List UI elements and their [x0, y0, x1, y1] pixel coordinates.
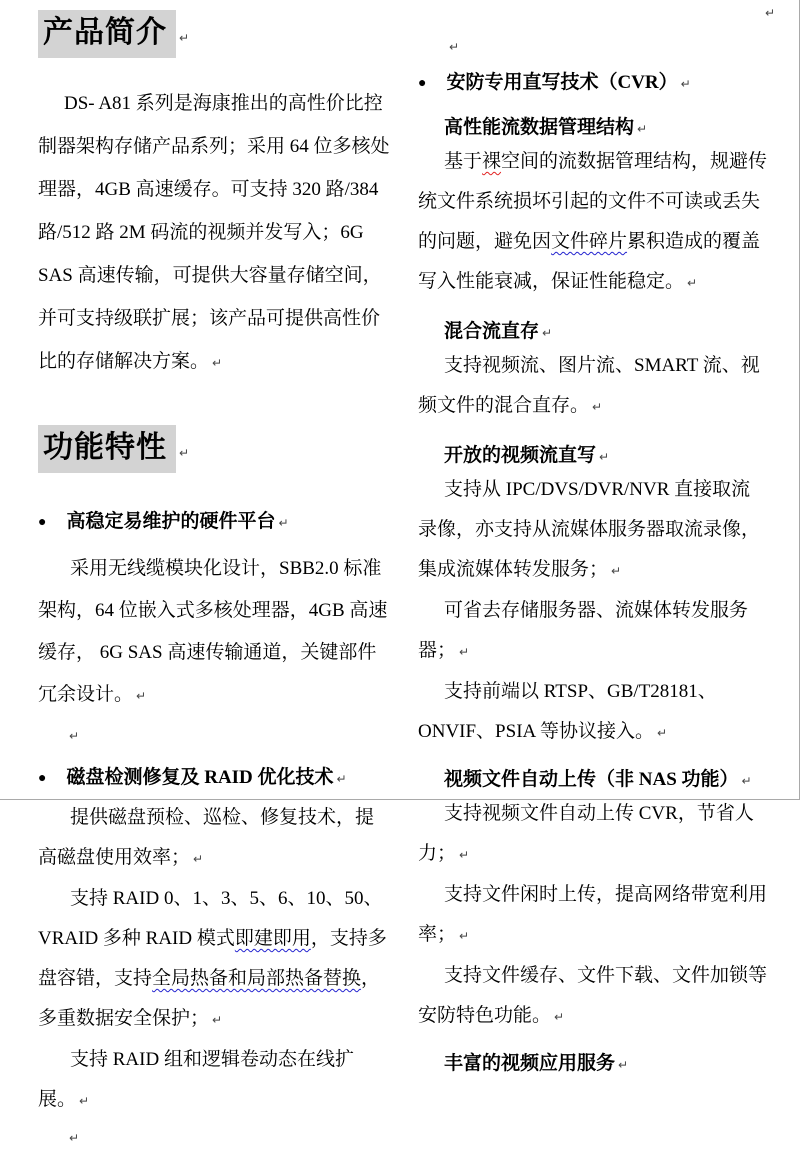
paragraph-mark: ↵: [459, 929, 470, 943]
empty-paragraph: [38, 1125, 390, 1151]
section-heading-features: 功能特性: [38, 425, 176, 473]
subheading-text: 混合流直存: [444, 321, 540, 342]
paragraph-mark: ↵: [599, 450, 610, 464]
paragraph-mark: ↵: [212, 1013, 223, 1027]
left-column: [38, 0, 390, 1151]
paragraph-mark: ↵: [554, 1010, 565, 1024]
paragraph-mark: ↵: [136, 689, 147, 703]
subheading-mixed-stream: [444, 319, 768, 346]
paragraph-mark: ↵: [618, 1058, 629, 1072]
paragraph-mark: ↵: [79, 1094, 90, 1108]
heading-row-features: [38, 425, 390, 473]
auto-upload-paragraph-1: [418, 794, 768, 875]
bullet-marker: ●: [38, 771, 47, 786]
open-stream-paragraph-2-text: 可省去存储服务器、流媒体转发服务器；: [418, 600, 749, 661]
paragraph-mark: ↵: [741, 774, 752, 788]
feature-hardware-paragraph: [38, 548, 390, 717]
open-stream-paragraph-1-text: 支持从 IPC/DVS/DVR/NVR 直接取流录像，亦支持从流媒体服务器取流录像，集成流媒体转发服务；: [418, 479, 761, 580]
paragraph-mark: ↵: [656, 726, 668, 740]
paragraph-mark: ↵: [212, 356, 223, 370]
paragraph-mark: ↵: [193, 852, 204, 866]
paragraph-mark: ↵: [680, 77, 691, 91]
bullet-marker: ●: [38, 515, 47, 530]
right-column: [418, 0, 768, 1078]
paragraph-mark: ↵: [179, 446, 190, 460]
cvr-paragraph-1: [418, 142, 768, 303]
feature-title-text: 安防专用直写技术（CVR）: [446, 72, 678, 93]
feature-title-text: 磁盘检测修复及 RAID 优化技术: [66, 767, 334, 788]
paragraph-mark: ↵: [449, 40, 460, 54]
paragraph-mark: ↵: [542, 326, 553, 340]
mixed-stream-paragraph: [418, 346, 768, 427]
paragraph-mark: ↵: [765, 6, 776, 20]
feature-hardware-text: 采用无线缆模块化设计，SBB2.0 标准架构，64 位嵌入式多核处理器，4GB 高速缓存， 6G SAS 高速传输通道，关键部件冗余设计。: [38, 558, 388, 705]
raid-paragraph-3-text: 支持 RAID 组和逻辑卷动态在线扩展。: [38, 1049, 354, 1110]
auto-upload-paragraph-3: [418, 956, 768, 1037]
subheading-stream-data-structure: [444, 115, 768, 142]
product-intro-text: DS- A81 系列是海康推出的高性价比控制器架构存储产品系列；采用 64 位多核处理器，4GB 高速缓存。可支持 320 路/384 路/512 路 2M 码流的视频并发写入；6G SAS 高速传输，可提供大容量存储空间，并可支持级联扩展；该产品可提供高性价比的存储解决方案。: [38, 93, 390, 372]
open-stream-paragraph-3: [418, 672, 768, 753]
subheading-text: 高性能流数据管理结构: [444, 117, 635, 138]
cvr-paragraph-1-text: 基于裸空间的流数据管理结构，规避传统文件系统损坏引起的文件不可读或丢失的问题，避免因文件碎片累积造成的覆盖写入性能衰减，保证性能稳定。: [418, 151, 768, 292]
paragraph-mark: ↵: [278, 516, 289, 530]
bullet-marker: ●: [418, 76, 427, 91]
subheading-text: 视频文件自动上传（非 NAS 功能）: [444, 769, 739, 790]
spellcheck-squiggle-blue: 全局热备和局部热备替换: [152, 968, 362, 989]
subheading-open-video-stream: [444, 443, 768, 470]
feature-title-hardware-platform: [38, 509, 390, 536]
paragraph-mark: ↵: [611, 564, 622, 578]
paragraph-mark: ↵: [459, 645, 470, 659]
heading-row-product-intro: [38, 10, 390, 58]
raid-paragraph-2-text: 支持 RAID 0、1、3、5、6、10、50、VRAID 多种 RAID 模式即建即用，支持多盘容错，支持全局热备和局部热备替换，多重数据安全保护；: [38, 888, 387, 1029]
feature-title-raid: [38, 765, 390, 792]
open-stream-paragraph-3-text: 支持前端以 RTSP、GB/T28181、ONVIF、PSIA 等协议接入。: [418, 681, 717, 742]
paragraph-mark: ↵: [592, 400, 603, 414]
raid-paragraph-2: [38, 879, 390, 1040]
raid-paragraph-3: [38, 1040, 390, 1121]
empty-paragraph: [418, 34, 768, 60]
raid-paragraph-1: [38, 798, 390, 879]
paragraph-mark: ↵: [459, 848, 470, 862]
section-heading-product-intro: 产品简介: [38, 10, 176, 58]
mixed-stream-text: 支持视频流、图片流、SMART 流、视频文件的混合直存。: [418, 355, 760, 416]
paragraph-mark: ↵: [687, 276, 698, 290]
subheading-auto-upload: [444, 767, 768, 794]
spellcheck-squiggle-red: 裸: [482, 151, 502, 172]
subheading-video-app-services: [444, 1051, 768, 1078]
paragraph-mark: ↵: [336, 772, 347, 786]
feature-title-text: 高稳定易维护的硬件平台: [66, 511, 276, 532]
auto-upload-paragraph-1-text: 支持视频文件自动上传 CVR，节省人力；: [418, 803, 754, 864]
subheading-text: 开放的视频流直写: [444, 445, 597, 466]
spellcheck-squiggle-blue: 即建即用: [234, 928, 311, 949]
paragraph-mark: ↵: [69, 1131, 80, 1145]
feature-title-cvr: [418, 70, 768, 97]
paragraph-mark: ↵: [179, 31, 190, 45]
spellcheck-squiggle-blue: 文件碎片: [551, 231, 628, 252]
raid-paragraph-1-text: 提供磁盘预检、巡检、修复技术，提高磁盘使用效率；: [38, 807, 375, 868]
auto-upload-paragraph-3-text: 支持文件缓存、文件下载、文件加锁等安防特色功能。: [418, 965, 768, 1026]
subheading-text: 丰富的视频应用服务: [444, 1053, 616, 1074]
paragraph-mark: ↵: [637, 122, 648, 136]
auto-upload-paragraph-2: [418, 875, 768, 956]
empty-paragraph: [38, 723, 390, 749]
auto-upload-paragraph-2-text: 支持文件闲时上传，提高网络带宽利用率；: [418, 884, 768, 945]
paragraph-mark: ↵: [69, 729, 80, 743]
open-stream-paragraph-1: [418, 470, 768, 591]
open-stream-paragraph-2: [418, 591, 768, 672]
product-intro-paragraph: [38, 82, 390, 385]
